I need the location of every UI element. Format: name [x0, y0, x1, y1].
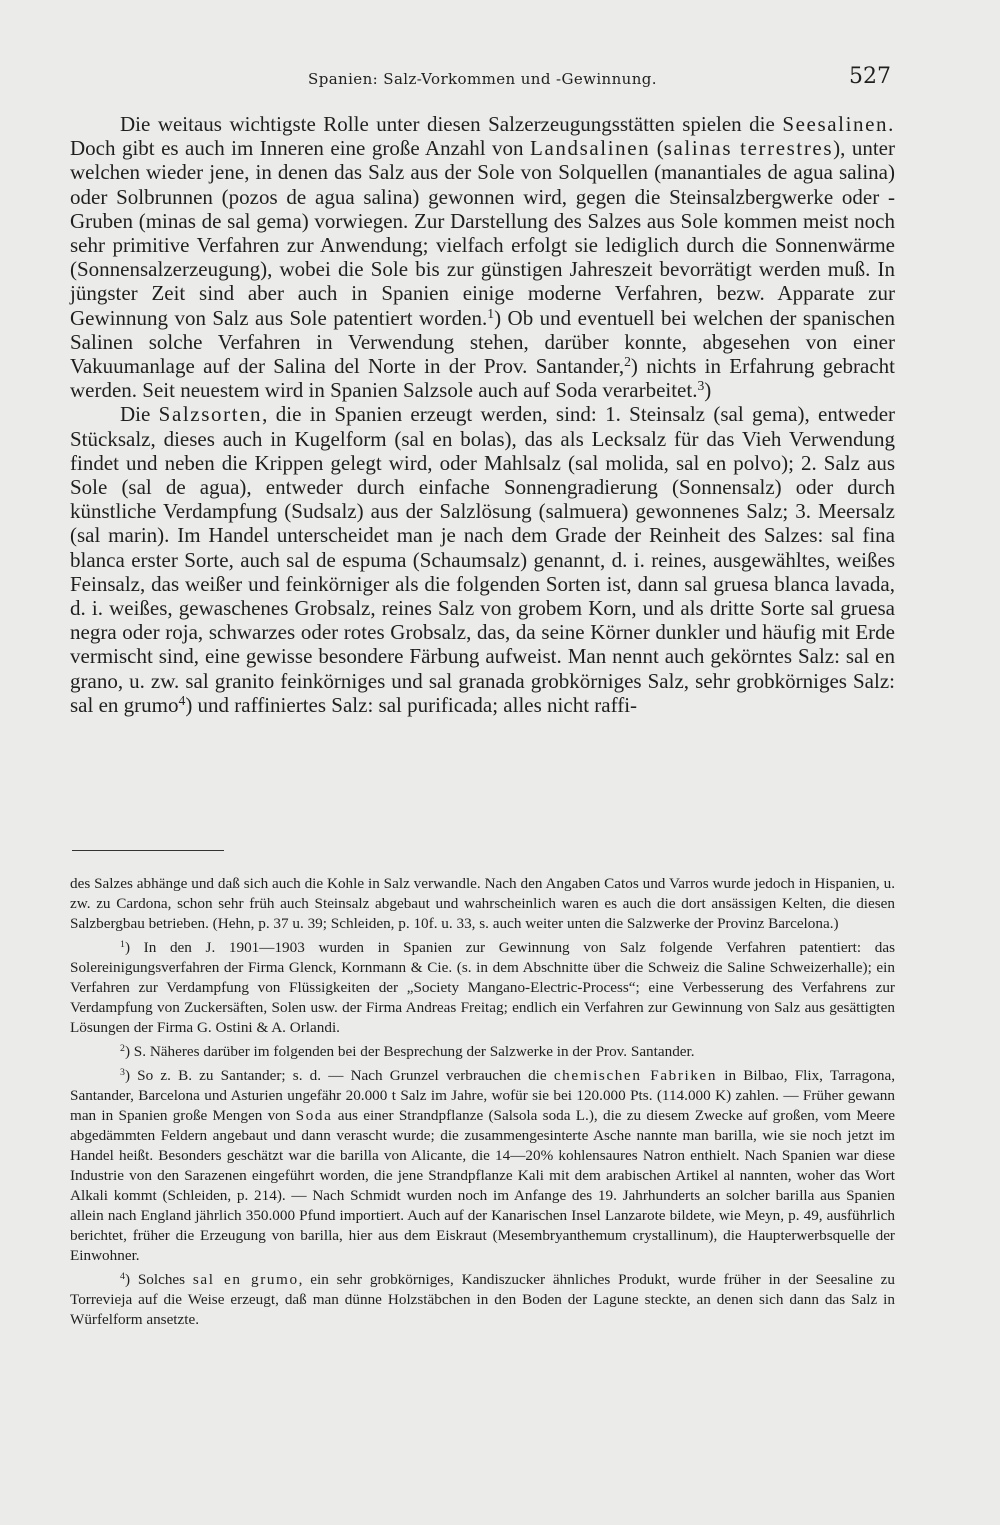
spaced-term: salinas terrestres [663, 136, 834, 161]
footnote-text: ) So z. B. zu Santander; s. d. — Nach Grunzel verbrauchen die [124, 1067, 554, 1084]
text-segment: Die [120, 402, 159, 427]
footnote-2 [70, 1042, 895, 1062]
footnote-divider [72, 850, 224, 851]
spaced-term: Soda [295, 1107, 333, 1124]
text-segment: ) und raffiniertes Salz: sal purificada; alles nicht raffi- [185, 692, 638, 717]
footnote-mark: 4 [120, 1271, 125, 1283]
paragraph-salinen [70, 112, 895, 402]
footnotes [70, 874, 895, 1330]
footnote-ref: 4 [178, 693, 186, 709]
footnote-3 [70, 1066, 895, 1266]
footnote-mark: 1 [120, 939, 125, 951]
running-title: Spanien: Salz-Vorkommen und -Gewinnung. [308, 70, 657, 88]
footnote-text: , ein sehr grobkörniges, Kandiszucker ähnliches Produkt, wurde früher in der Seesaline zu Torrevieja auf die Weise erzeugt, daß man dünne Holzstäbchen in den Boden der Lagune steckte, an denen sich dann das Salz in Würfelform ansetzte. [70, 1271, 895, 1328]
text-segment: ) [704, 378, 712, 403]
paragraph-salzsorten [70, 402, 895, 717]
footnote-text: ) In den J. 1901—1903 wurden in Spanien zur Gewinnung von Salz folgende Verfahren patentiert: das Solereinigungsverfahren der Firma Glenck, Kornmann & Cie. (s. in dem Abschnitte über die Schweiz die Saline Schweizerhalle); ein Verfahren zur Verdampfung von Flüssigkeiten der „Society Mangano-Electric-Process“; eine Verbesserung des Verfahrens zur Verdampfung von Zuckersäften, Solen usw. der Firma Andreas Freitag; endlich ein Verfahren zur Gewinnung von Salz aus gesättigten Lösungen der Firma G. Ostini & A. Orlandi. [70, 939, 895, 1036]
spaced-term: sal en grumo [192, 1271, 299, 1288]
footnote-1 [70, 938, 895, 1038]
footnote-text: aus einer Strandpflanze (Salsola soda L.), die zu diesem Zwecke auf großen, vom Meere abgedämmten Feldern angebaut und dann verascht wurde; die zusammengesinterte Asche nannte man barilla, wie sie noch jetzt im Handel heißt. Besonders geschätzt war die barilla von Alicante, die 14—20% kohlensaures Natron enthielt. Nach Spanien war diese Industrie von den Sarazenen eingeführt worden, die jene Strandpflanze Kali mit dem arabischen Artikel al nannten, woher das Wort Alkali kommt (Schleiden, p. 214). — Nach Schmidt wurden noch im Anfange des 19. Jahrhunderts an solcher barilla aus Spanien allein nach England jährlich 350.000 Pfund importiert. Auch auf der Kanarischen Insel Lanzarote bildete, wie Meyn, p. 49, ausführlich berichtet, früher die Erzeugung von barilla, hier aus dem Eiskraut (Mesembryanthemum crystallinum), die Haupterwerbsquelle der Einwohner. [70, 1107, 895, 1264]
running-head [70, 64, 895, 94]
footnote-ref: 3 [697, 378, 705, 394]
text-segment: ) nichts in Erfahrung gebracht werden. Seit neuestem wird in Spanien Salzsole auch auf Soda verarbeitet. [70, 354, 895, 403]
text-segment: ( [650, 136, 664, 161]
footnote-text: ) S. Näheres darüber im folgenden bei der Besprechung der Salzwerke in der Prov. Santander. [124, 1043, 695, 1060]
spaced-term: Landsalinen [530, 136, 651, 161]
footnote-text: in Bilbao, Flix, Tarragona, Santander, Barcelona und Asturien ungefähr 20.000 t Salz im Jahre, wofür sie bei 120.000 Pts. (114.000 K) zahlen. — Früher gewann man in Spanien große Mengen von [70, 1067, 895, 1124]
footnote-4 [70, 1270, 895, 1330]
text-segment: Die weitaus wichtigste Rolle unter diesen Salzerzeugungsstätten spielen die [120, 112, 783, 136]
footnote-text: ) Solches [124, 1271, 193, 1288]
text-segment: , die in Spanien erzeugt werden, sind: 1. Steinsalz (sal gema), entweder Stücksalz, dieses auch in Kugelform (sal en bolas), das als Lecksalz für das Vieh Verwendung findet und neben die Krippen gelegt wird, oder Mahlsalz (sal molida, sal en polvo); 2. Salz aus Sole (sal de agua), entweder durch einfache Sonnengradierung (Sonnensalz) oder durch künstliche Verdampfung (Sudsalz) aus der Salzlösung (salmuera) gewonnenes Salz; 3. Meersalz (sal marin). Im Handel unterscheidet man je nach dem Grade der Reinheit des Salzes: sal fina blanca erster Sorte, auch sal de espuma (Schaumsalz) genannt, d. i. reines, ausgewähltes, weißes Feinsalz, das weißer und feinkörniger als die folgenden Sorten ist, dann sal gruesa blanca lavada, d. i. weißes, gewaschenes Grobsalz, reines Salz von grobem Korn, und als dritte Sorte sal gruesa negra oder roja, schwarzes oder rotes Grobsalz, das, da seine Körner dunkler und häufig mit Erde vermischt sind, eine gewisse besondere Färbung aufweist. Man nennt auch gekörntes Salz: sal en grano, u. zw. sal granito feinkörniges und sal granada grobkörniges Salz, sehr grobkörniges Salz: sal en grumo [70, 402, 896, 717]
page-number: 527 [849, 64, 891, 89]
footnote-mark: 2 [120, 1043, 125, 1055]
spaced-term: chemischen Fabriken [553, 1067, 718, 1084]
footnote-continuation: des Salzes abhänge und daß sich auch die Kohle in Salz verwandle. Nach den Angaben Catos und Varros wurde jedoch in Hispanien, u. zw. zu Cardona, schon sehr früh auch Steinsalz abgebaut und wahrscheinlich waren es auch die dort ansässigen Kelten, die diesen Salzbergbau betrieben. (Hehn, p. 37 u. 39; Schleiden, p. 10f. u. 33, s. auch weiter unten die Salzwerke der Provinz Barcelona.) [70, 875, 895, 932]
spaced-term: Seesalinen. [782, 112, 895, 136]
main-text [70, 112, 895, 717]
text-segment: Doch gibt es auch im Inneren eine große Anzahl von [70, 136, 531, 161]
text-segment: ), unter welchen wieder jene, in denen das Salz aus der Sole von Solquellen (manantiales de agua salina) oder Solbrunnen (pozos de agua salina) gewonnen wird, gegen die Steinsalzbergwerke oder -Gruben (minas de sal gema) vorwiegen. Zur Darstellung des Salzes aus Sole kommen meist noch sehr primitive Verfahren zur Anwendung; vielfach erfolgt sie lediglich durch die Sonnenwärme (Sonnensalzerzeugung), wobei die Sole bis zur günstigen Jahreszeit bevorrätigt werden muß. In jüngster Zeit sind aber auch in Spanien einige moderne Verfahren, bezw. Apparate zur Gewinnung von Salz aus Sole patentiert worden. [70, 136, 895, 330]
footnote-ref: 2 [624, 354, 631, 370]
text-segment: ) Ob und eventuell bei welchen der spanischen Salinen solche Verfahren in Verwendung stehen, darüber konnte, abgesehen von einer Vakuumanlage auf der Salina del Norte in der Prov. Santander, [70, 305, 895, 379]
spaced-term: Salzsorten [158, 402, 263, 427]
footnote-ref: 1 [487, 305, 495, 321]
footnote-mark: 3 [120, 1067, 125, 1079]
